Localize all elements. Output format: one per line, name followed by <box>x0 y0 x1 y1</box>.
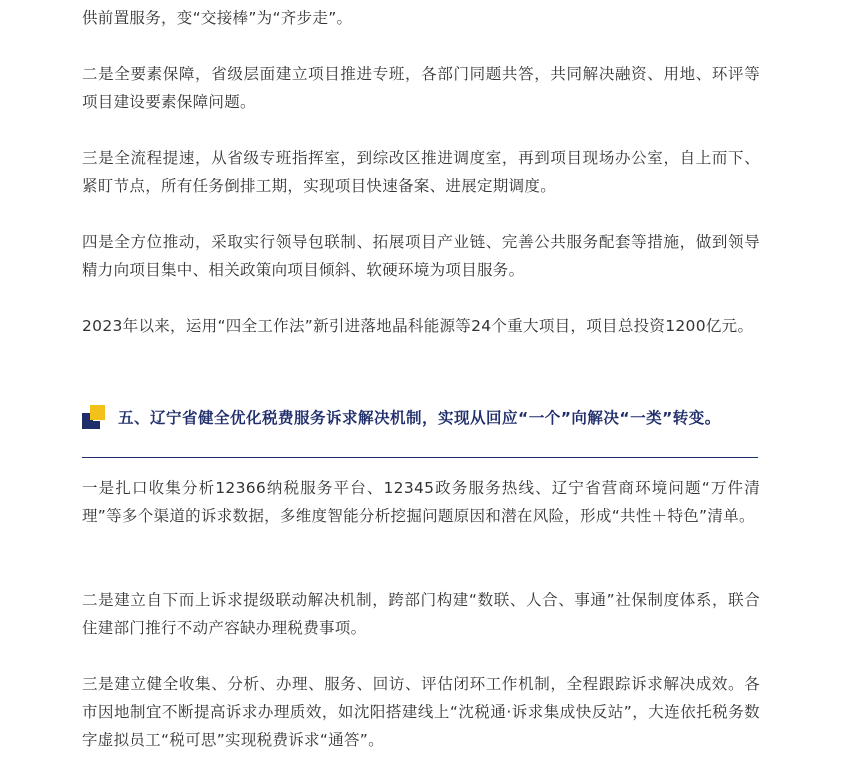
yellow-navy-squares-icon <box>82 405 106 429</box>
paragraph: 一是扎口收集分析12366纳税服务平台、12345政务服务热线、辽宁省营商环境问题“万件清理”等多个渠道的诉求数据，多维度智能分析挖掘问题原因和潜在风险，形成“共性＋特色”清单。 <box>82 479 760 525</box>
paragraph: 四是全方位推动，采取实行领导包联制、拓展项目产业链、完善公共服务配套等措施，做到领导精力向项目集中、相关政策向项目倾斜、软硬环境为项目服务。 <box>82 233 760 279</box>
paragraph: 三是建立健全收集、分析、办理、服务、回访、评估闭环工作机制，全程跟踪诉求解决成效。各市因地制宜不断提高诉求办理质效，如沈阳搭建线上“沈税通·诉求集成快反站”，大连依托税务数字虚拟员工“税可思”实现税费诉求“通答”。 <box>82 675 760 749</box>
paragraph: 供前置服务，变“交接棒”为“齐步走”。 <box>82 9 353 27</box>
paragraph: 三是全流程提速，从省级专班指挥室，到综改区推进调度室，再到项目现场办公室，自上而下、紧盯节点，所有任务倒排工期，实现项目快速备案、进展定期调度。 <box>82 149 760 195</box>
section-heading <box>82 405 758 458</box>
paragraph: 2023年以来，运用“四全工作法”新引进落地晶科能源等24个重大项目，项目总投资1200亿元。 <box>82 317 754 335</box>
section-title: 五、辽宁省健全优化税费服务诉求解决机制，实现从回应“一个”向解决“一类”转变。 <box>118 409 721 427</box>
paragraph: 二是建立自下而上诉求提级联动解决机制，跨部门构建“数联、人合、事通”社保制度体系，联合住建部门推行不动产容缺办理税费事项。 <box>82 591 760 637</box>
paragraph: 二是全要素保障，省级层面建立项目推进专班，各部门同题共答，共同解决融资、用地、环评等项目建设要素保障问题。 <box>82 65 760 111</box>
